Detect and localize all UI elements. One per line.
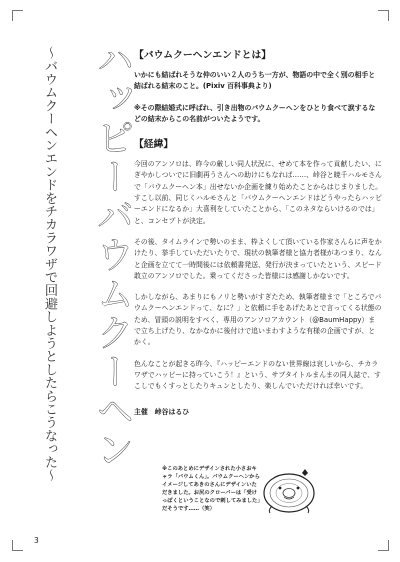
background-paragraph-4: 色んなことが起きる昨今、『ハッピーエンドのない世界線は哀しいから、チカラワザでハッピーに持っていこう！』という、サブタイトルまんまの同人誌で、すこしでもくすっとしたりキュンとしたり、楽しんでいただければ幸いです。 <box>134 359 382 391</box>
organizer-signature: 主催 峠谷はるひ <box>134 407 190 416</box>
crop-mark-top-left <box>12 10 23 21</box>
crop-mark-bottom-left <box>12 540 23 551</box>
definition-note: ※その際結婚式に呼ばれ、引き出物のバウムクーヘンをひとり食べて涙するなどの結末からこの名前がついたようです。 <box>134 103 376 123</box>
vertical-title: ハッピーバウムクーヘン <box>90 40 134 469</box>
crop-mark-top-right <box>378 10 389 21</box>
background-paragraph-1: 今回のアンソロは、昨今の厳しい同人状況に、せめて本を作って貢献したい、にぎやかしついでに旧劇再うさんへの助けにもなれば……、峠谷と暁千ハルモさんで「バウムクーヘン本」出せないか企画を練り始めたことからはじまりました。すこし以前、同じくハルモさんと「バウムクーヘンエンドはどうやったらハッピーエンドになるか」大喜利をしていたことから、「このネタならいけるのでは」と、コンセプトが決定。 <box>134 160 382 225</box>
character-note: ※このあとめにデザインされた小さおキャラ「バウムくん」。バウムクーヘンからイメージしてあきのさんにデザインいただきました。お尻のクローバーは「受けっぽくということなので刺してみました」だそうです……（笑） <box>162 466 260 512</box>
main-text-block <box>134 50 382 418</box>
page-number: 3 <box>34 536 39 545</box>
section-heading-what-is: 【バウムクーヘンエンドとは】 <box>134 50 272 61</box>
baum-kun-character-illustration <box>262 466 316 514</box>
vertical-subtitle: 〜バウムクーヘンエンドをチカラワザで回避しようとしたらこうなった〜 <box>42 46 57 482</box>
background-paragraph-3: しかしながら、あまりにもノリと勢いがすぎたため、執筆者様まで「ところでバウムクーヘンエンドって、なに？」と依頼に手をあげたあとで言ってくる状態のため、冒頭の説明をすべく、専用のアンソロアカウント（@BaumHappy）まで立ち上げたり、なかなかに後付けで追いまわすような有様の企画ですが、とかく。 <box>134 293 382 347</box>
background-paragraph-2: その後、タイムラインで勢いのまま、枠よくして頂いている作家さんらに声をかけたり、挙手していただいたりで、現状の執筆者様と協力者様があつまり、なんと企画を立てて一時間後には依頼書発送、発行が決まっていたという、スピード敢立のアンソロでした。乗ってくださった皆様には感謝しかないです。 <box>134 237 382 280</box>
definition-text: いかにも結ばれそうな仲のいい２人のうち一方が、物語の中で全く別の相手と結ばれる結末のこと。(Pixiv 百科事典より) <box>134 71 376 91</box>
section-heading-background: 【経緯】 <box>134 139 174 151</box>
crop-mark-bottom-right <box>378 540 389 551</box>
